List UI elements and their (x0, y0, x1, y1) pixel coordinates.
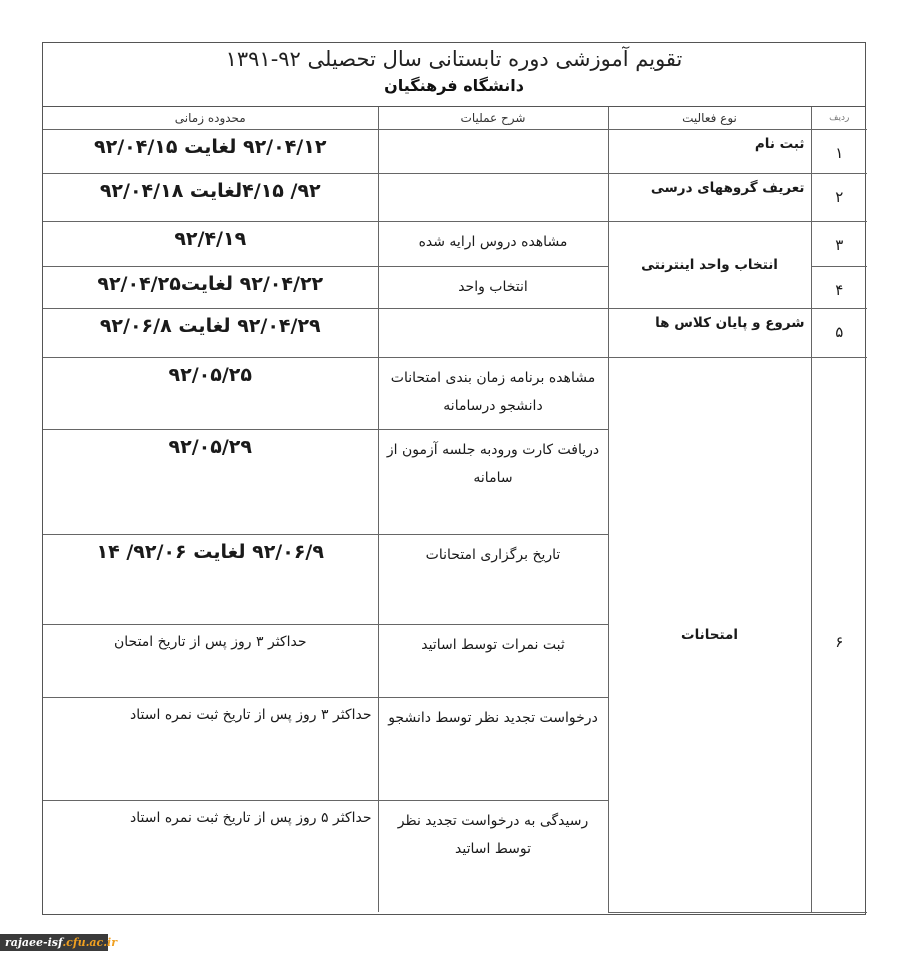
activity-desc: رسیدگی به درخواست تجدید نظر توسط اساتید (378, 800, 608, 912)
row-num: ۶ (811, 357, 867, 912)
activity-desc: دریافت کارت ورودبه جلسه آزمون از سامانه (378, 429, 608, 534)
row-num: ۳ (811, 221, 867, 266)
activity-desc: ثبت نمرات توسط اساتید (378, 624, 608, 697)
calendar-sheet (42, 42, 866, 915)
document-title: تقویم آموزشی دوره تابستانی سال تحصیلی ۹۲-۱۳۹۱ (225, 47, 683, 71)
date-range (43, 308, 378, 357)
date-range (43, 697, 378, 800)
header-type: نوع فعالیت (608, 107, 811, 129)
date-text: ۹۲/۴/۱۹ (174, 227, 247, 250)
date-range (43, 800, 378, 912)
date-text: حداکثر ۵ روز پس از تاریخ ثبت نمره استاد (130, 809, 372, 826)
activity-desc: درخواست تجدید نظر توسط دانشجو (378, 697, 608, 800)
date-range (43, 429, 378, 534)
activity-type: تعریف گروههای درسی (608, 173, 811, 221)
date-text: ۹۲/۰۴/۲۲ لغایت۹۲/۰۴/۲۵ (97, 272, 324, 295)
table-row (43, 221, 867, 266)
date-range (43, 357, 378, 429)
date-text: ۹۲/۰۵/۲۹ (168, 435, 252, 458)
date-text: حداکثر ۳ روز پس از تاریخ ثبت نمره استاد (130, 706, 372, 723)
header-row (43, 107, 867, 129)
activity-desc (378, 173, 608, 221)
activity-desc: انتخاب واحد (378, 266, 608, 308)
row-num: ۵ (811, 308, 867, 357)
activity-desc (378, 129, 608, 173)
activity-desc: مشاهده برنامه زمان بندی امتحانات دانشجو درسامانه (378, 357, 608, 429)
date-range (43, 534, 378, 624)
row-num: ۲ (811, 173, 867, 221)
table-row (43, 308, 867, 357)
title-block (43, 43, 865, 107)
header-date: محدوده زمانی (43, 107, 378, 129)
date-text: ۹۲/۰۴/۱۲ لغایت ۹۲/۰۴/۱۵ (94, 135, 327, 158)
activity-desc (378, 308, 608, 357)
date-text: ۹۲/۰۵/۲۵ (168, 363, 252, 386)
site-watermark (0, 934, 118, 951)
activity-desc: تاریخ برگزاری امتحانات (378, 534, 608, 624)
date-range (43, 129, 378, 173)
date-text: ۹۲/ ۴/۱۵لغایت ۹۲/۰۴/۱۸ (99, 179, 321, 202)
table-row (43, 173, 867, 221)
activity-type: امتحانات (608, 357, 811, 912)
header-desc: شرح عملیات (378, 107, 608, 129)
watermark-host: rajaee-isf (5, 936, 63, 949)
table-row (43, 357, 867, 429)
date-text: ۹۲/۰۴/۲۹ لغایت ۹۲/۰۶/۸ (99, 314, 321, 337)
watermark-domain: .cfu.ac.ir (62, 936, 118, 949)
activity-desc: مشاهده دروس ارایه شده (378, 221, 608, 266)
date-range (43, 266, 378, 308)
row-num: ۴ (811, 266, 867, 308)
date-text: ۹۲/۰۶/۹ لغایت ۹۲/۰۶/ ۱۴ (96, 540, 324, 563)
row-num: ۱ (811, 129, 867, 173)
activity-type: شروع و پایان کلاس ها (608, 308, 811, 357)
calendar-table (43, 107, 867, 913)
date-text: حداکثر ۳ روز پس از تاریخ امتحان (114, 633, 307, 650)
activity-type: انتخاب واحد اینترنتی (608, 221, 811, 308)
date-range (43, 173, 378, 221)
date-range (43, 624, 378, 697)
table-row (43, 129, 867, 173)
activity-type: ثبت نام (608, 129, 811, 173)
header-num: ردیف (811, 107, 867, 129)
document-subtitle: دانشگاه فرهنگیان (384, 76, 524, 95)
date-range (43, 221, 378, 266)
